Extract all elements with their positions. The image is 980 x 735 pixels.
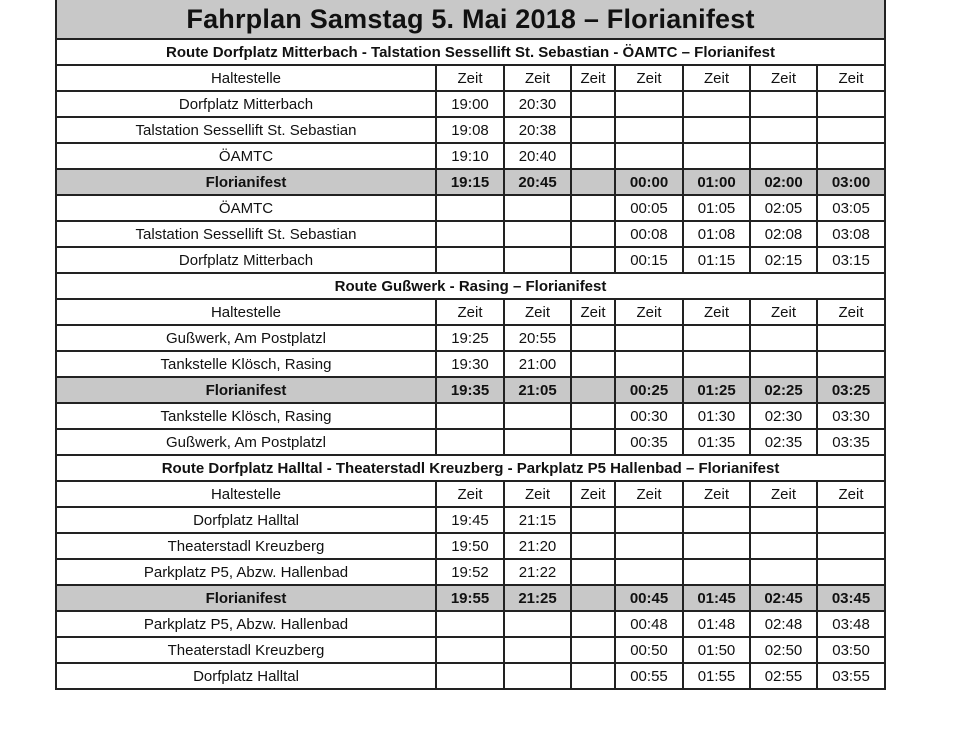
- time-cell: 03:08: [817, 221, 885, 247]
- time-cell: [436, 247, 504, 273]
- time-cell: [817, 559, 885, 585]
- time-cell: [571, 117, 615, 143]
- header-time: Zeit: [615, 65, 683, 91]
- stop-name: Florianifest: [56, 169, 436, 195]
- time-cell: 01:50: [683, 637, 750, 663]
- time-cell: 00:15: [615, 247, 683, 273]
- table-row: [56, 403, 885, 429]
- time-cell: 03:50: [817, 637, 885, 663]
- time-cell: 19:45: [436, 507, 504, 533]
- time-cell: 02:15: [750, 247, 817, 273]
- destination-row: [56, 169, 885, 195]
- time-cell: 21:05: [504, 377, 571, 403]
- time-cell: [504, 429, 571, 455]
- time-cell: [750, 325, 817, 351]
- time-cell: 00:08: [615, 221, 683, 247]
- stop-name: ÖAMTC: [56, 195, 436, 221]
- time-cell: 19:30: [436, 351, 504, 377]
- time-cell: [817, 143, 885, 169]
- time-cell: [504, 663, 571, 689]
- time-cell: [750, 351, 817, 377]
- header-time: Zeit: [504, 299, 571, 325]
- table-row: [56, 507, 885, 533]
- time-cell: [750, 559, 817, 585]
- time-cell: [571, 507, 615, 533]
- time-cell: 02:05: [750, 195, 817, 221]
- time-cell: [504, 637, 571, 663]
- time-cell: 01:15: [683, 247, 750, 273]
- header-time: Zeit: [817, 65, 885, 91]
- time-cell: 21:15: [504, 507, 571, 533]
- time-cell: 21:20: [504, 533, 571, 559]
- table-row: [56, 117, 885, 143]
- time-cell: [571, 663, 615, 689]
- time-cell: [750, 91, 817, 117]
- time-cell: 01:35: [683, 429, 750, 455]
- time-cell: [571, 611, 615, 637]
- time-cell: 20:55: [504, 325, 571, 351]
- header-time: Zeit: [750, 299, 817, 325]
- time-cell: 19:55: [436, 585, 504, 611]
- time-cell: 19:08: [436, 117, 504, 143]
- time-cell: [615, 507, 683, 533]
- time-cell: [817, 325, 885, 351]
- stop-name: Florianifest: [56, 377, 436, 403]
- time-cell: [571, 325, 615, 351]
- time-cell: 02:55: [750, 663, 817, 689]
- header-time: Zeit: [817, 299, 885, 325]
- header-time: Zeit: [436, 299, 504, 325]
- time-cell: [504, 403, 571, 429]
- time-cell: [571, 585, 615, 611]
- header-time: Zeit: [436, 481, 504, 507]
- time-cell: [571, 377, 615, 403]
- time-cell: 03:45: [817, 585, 885, 611]
- time-cell: [571, 403, 615, 429]
- time-cell: 19:52: [436, 559, 504, 585]
- time-cell: [817, 507, 885, 533]
- time-cell: [571, 559, 615, 585]
- time-cell: 03:48: [817, 611, 885, 637]
- time-cell: [504, 221, 571, 247]
- time-cell: [683, 507, 750, 533]
- header-stop: Haltestelle: [56, 299, 436, 325]
- time-cell: [571, 247, 615, 273]
- destination-row: [56, 377, 885, 403]
- stop-name: Parkplatz P5, Abzw. Hallenbad: [56, 559, 436, 585]
- title-row: [56, 0, 885, 39]
- time-cell: [615, 325, 683, 351]
- time-cell: 20:38: [504, 117, 571, 143]
- time-cell: [436, 221, 504, 247]
- time-cell: 01:25: [683, 377, 750, 403]
- time-cell: [683, 143, 750, 169]
- stop-name: Florianifest: [56, 585, 436, 611]
- time-cell: [436, 195, 504, 221]
- time-cell: 01:30: [683, 403, 750, 429]
- table-row: [56, 559, 885, 585]
- route-row: [56, 273, 885, 299]
- table-row: [56, 91, 885, 117]
- header-time: Zeit: [817, 481, 885, 507]
- time-cell: 00:30: [615, 403, 683, 429]
- time-cell: 02:35: [750, 429, 817, 455]
- header-row: [56, 65, 885, 91]
- table-row: [56, 325, 885, 351]
- header-time: Zeit: [750, 65, 817, 91]
- time-cell: 03:15: [817, 247, 885, 273]
- time-cell: [683, 325, 750, 351]
- time-cell: 03:55: [817, 663, 885, 689]
- header-time: Zeit: [750, 481, 817, 507]
- time-cell: 00:25: [615, 377, 683, 403]
- time-cell: 00:50: [615, 637, 683, 663]
- route-row: [56, 39, 885, 65]
- time-cell: [571, 351, 615, 377]
- time-cell: 03:35: [817, 429, 885, 455]
- time-cell: 01:05: [683, 195, 750, 221]
- table-row: [56, 533, 885, 559]
- stop-name: Talstation Sessellift St. Sebastian: [56, 117, 436, 143]
- table-row: [56, 611, 885, 637]
- time-cell: [504, 611, 571, 637]
- time-cell: 03:05: [817, 195, 885, 221]
- header-time: Zeit: [683, 65, 750, 91]
- table-row: [56, 637, 885, 663]
- time-cell: 03:30: [817, 403, 885, 429]
- header-time: Zeit: [615, 299, 683, 325]
- time-cell: [571, 169, 615, 195]
- time-cell: [817, 91, 885, 117]
- route-title: Route Dorfplatz Mitterbach - Talstation Sessellift St. Sebastian - ÖAMTC – Florianifest: [56, 39, 885, 65]
- time-cell: [683, 351, 750, 377]
- time-cell: [817, 117, 885, 143]
- stop-name: Dorfplatz Halltal: [56, 663, 436, 689]
- time-cell: 01:08: [683, 221, 750, 247]
- time-cell: [683, 533, 750, 559]
- time-cell: [615, 117, 683, 143]
- time-cell: [436, 637, 504, 663]
- header-time: Zeit: [571, 481, 615, 507]
- time-cell: 19:00: [436, 91, 504, 117]
- table-row: [56, 221, 885, 247]
- table-row: [56, 195, 885, 221]
- stop-name: Theaterstadl Kreuzberg: [56, 533, 436, 559]
- stop-name: ÖAMTC: [56, 143, 436, 169]
- time-cell: 02:25: [750, 377, 817, 403]
- time-cell: [436, 611, 504, 637]
- time-cell: 02:48: [750, 611, 817, 637]
- time-cell: [571, 637, 615, 663]
- time-cell: 01:48: [683, 611, 750, 637]
- stop-name: Dorfplatz Halltal: [56, 507, 436, 533]
- time-cell: 00:55: [615, 663, 683, 689]
- time-cell: [436, 663, 504, 689]
- header-stop: Haltestelle: [56, 481, 436, 507]
- page-title: Fahrplan Samstag 5. Mai 2018 – Florianifest: [56, 0, 885, 39]
- time-cell: 02:08: [750, 221, 817, 247]
- header-row: [56, 481, 885, 507]
- header-time: Zeit: [571, 65, 615, 91]
- time-cell: 03:25: [817, 377, 885, 403]
- time-cell: [504, 247, 571, 273]
- time-cell: 21:22: [504, 559, 571, 585]
- table-row: [56, 351, 885, 377]
- header-time: Zeit: [683, 481, 750, 507]
- time-cell: 21:00: [504, 351, 571, 377]
- time-cell: [683, 117, 750, 143]
- time-cell: [504, 195, 571, 221]
- time-cell: [683, 91, 750, 117]
- time-cell: 00:45: [615, 585, 683, 611]
- time-cell: 03:00: [817, 169, 885, 195]
- time-cell: [750, 143, 817, 169]
- time-cell: 02:50: [750, 637, 817, 663]
- time-cell: 20:45: [504, 169, 571, 195]
- time-cell: 19:50: [436, 533, 504, 559]
- time-cell: [817, 533, 885, 559]
- time-cell: [750, 533, 817, 559]
- time-cell: [750, 507, 817, 533]
- time-cell: [436, 429, 504, 455]
- time-cell: 01:45: [683, 585, 750, 611]
- stop-name: Dorfplatz Mitterbach: [56, 247, 436, 273]
- header-time: Zeit: [571, 299, 615, 325]
- time-cell: [615, 91, 683, 117]
- time-cell: 00:00: [615, 169, 683, 195]
- stop-name: Parkplatz P5, Abzw. Hallenbad: [56, 611, 436, 637]
- time-cell: [683, 559, 750, 585]
- stop-name: Dorfplatz Mitterbach: [56, 91, 436, 117]
- stop-name: Theaterstadl Kreuzberg: [56, 637, 436, 663]
- time-cell: 19:15: [436, 169, 504, 195]
- table-row: [56, 429, 885, 455]
- time-cell: 19:35: [436, 377, 504, 403]
- time-cell: 21:25: [504, 585, 571, 611]
- time-cell: 01:00: [683, 169, 750, 195]
- header-time: Zeit: [436, 65, 504, 91]
- stop-name: Tankstelle Klösch, Rasing: [56, 403, 436, 429]
- time-cell: [615, 143, 683, 169]
- time-cell: 00:48: [615, 611, 683, 637]
- header-time: Zeit: [615, 481, 683, 507]
- destination-row: [56, 585, 885, 611]
- time-cell: [615, 533, 683, 559]
- table-row: [56, 247, 885, 273]
- time-cell: [571, 221, 615, 247]
- time-cell: [750, 117, 817, 143]
- timetable: [55, 0, 886, 690]
- time-cell: 00:05: [615, 195, 683, 221]
- time-cell: 20:40: [504, 143, 571, 169]
- time-cell: 19:10: [436, 143, 504, 169]
- time-cell: [436, 403, 504, 429]
- table-row: [56, 143, 885, 169]
- time-cell: 02:30: [750, 403, 817, 429]
- time-cell: [571, 533, 615, 559]
- stop-name: Talstation Sessellift St. Sebastian: [56, 221, 436, 247]
- time-cell: 20:30: [504, 91, 571, 117]
- time-cell: [571, 195, 615, 221]
- stop-name: Gußwerk, Am Postplatzl: [56, 325, 436, 351]
- time-cell: 02:00: [750, 169, 817, 195]
- route-title: Route Dorfplatz Halltal - Theaterstadl Kreuzberg - Parkplatz P5 Hallenbad – Florianifest: [56, 455, 885, 481]
- time-cell: [571, 91, 615, 117]
- time-cell: 00:35: [615, 429, 683, 455]
- header-time: Zeit: [504, 65, 571, 91]
- time-cell: 19:25: [436, 325, 504, 351]
- table-row: [56, 663, 885, 689]
- time-cell: [615, 351, 683, 377]
- time-cell: [571, 429, 615, 455]
- time-cell: [817, 351, 885, 377]
- header-stop: Haltestelle: [56, 65, 436, 91]
- header-time: Zeit: [683, 299, 750, 325]
- header-time: Zeit: [504, 481, 571, 507]
- time-cell: 02:45: [750, 585, 817, 611]
- route-title: Route Gußwerk - Rasing – Florianifest: [56, 273, 885, 299]
- time-cell: 01:55: [683, 663, 750, 689]
- time-cell: [571, 143, 615, 169]
- header-row: [56, 299, 885, 325]
- time-cell: [615, 559, 683, 585]
- route-row: [56, 455, 885, 481]
- stop-name: Tankstelle Klösch, Rasing: [56, 351, 436, 377]
- stop-name: Gußwerk, Am Postplatzl: [56, 429, 436, 455]
